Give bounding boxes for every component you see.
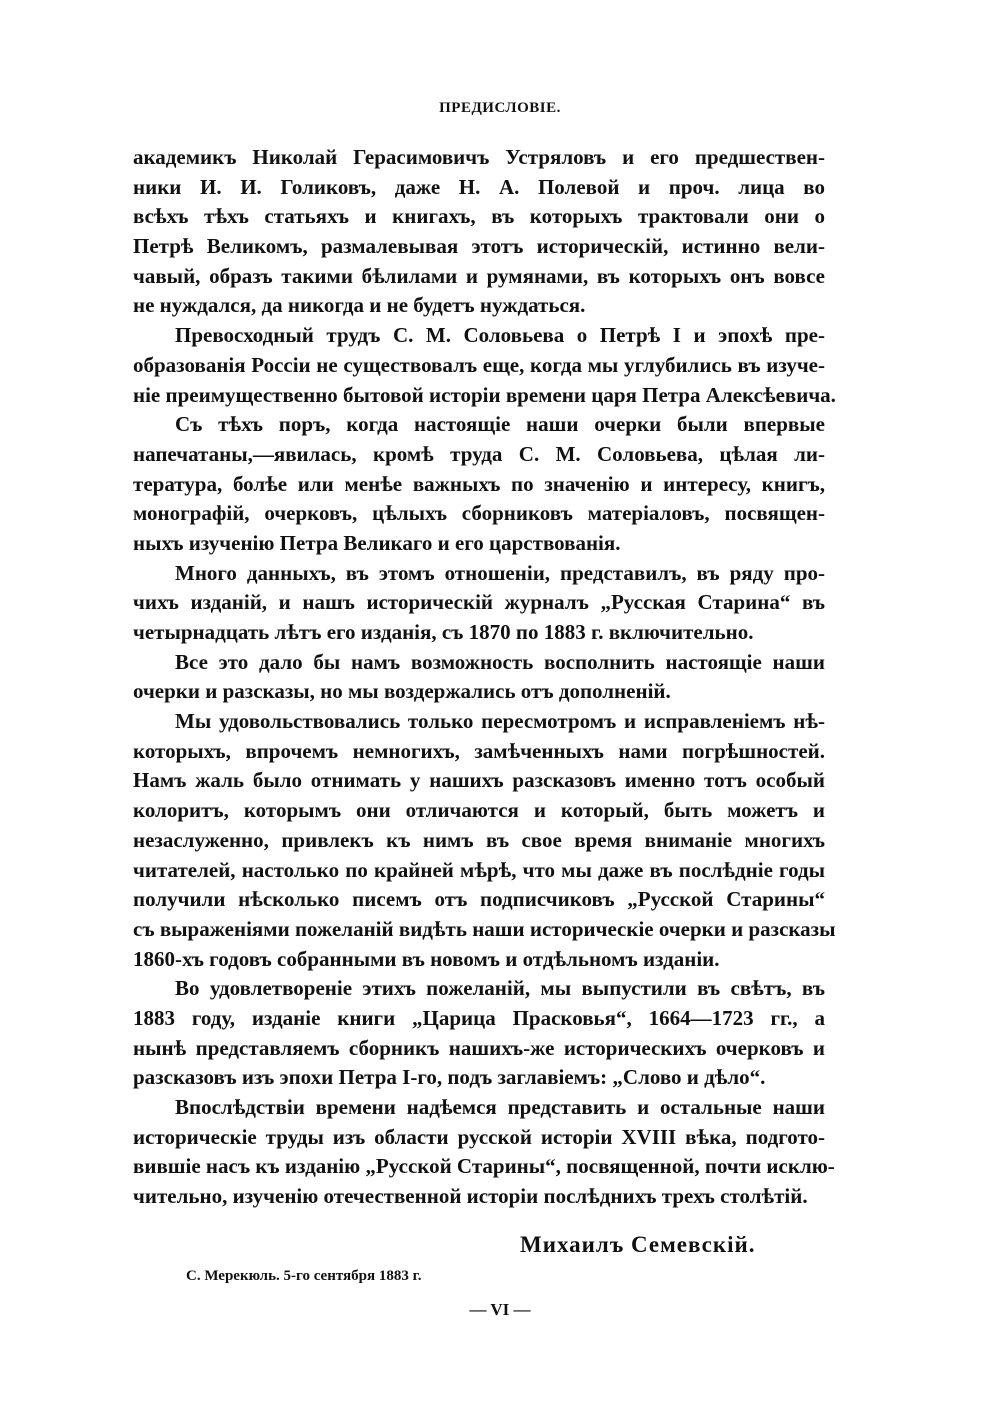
text-line: вившіе насъ къ изданію „Русской Старины“, посвященной, почти исклю-	[133, 1154, 835, 1179]
text-line: Мы удовольствовались только пересмотромъ и исправленіемъ нѣ-	[175, 709, 825, 734]
text-line: Все это дало бы намъ возможность восполнить настоящіе наши	[175, 649, 825, 674]
text-line: академикъ Николай Герасимовичъ Устряловъ и его предшествен-	[133, 145, 825, 169]
text-line: чительно, изученію отечественной исторіи послѣднихъ трехъ столѣтій.	[133, 1184, 808, 1209]
text-line: 1883 году, изданіе книги „Царица Прасковья“, 1664—1723 гг., а	[133, 1005, 825, 1030]
text-line: нынѣ представляемъ сборникъ нашихъ-же историческихъ очерковъ и	[133, 1035, 825, 1060]
text-line: ники И. И. Голиковъ, даже Н. А. Полевой и проч. лица во	[133, 174, 825, 199]
text-line: очерки и разсказы, но мы воздержались отъ дополненій.	[133, 679, 671, 704]
text-line: Петрѣ Великомъ, размалевывая этотъ историческій, истинно вели-	[133, 234, 825, 259]
text-line: Съ тѣхъ поръ, когда настоящіе наши очерки были впервые	[175, 412, 825, 437]
text-line: тература, болѣе или менѣе важныхъ по значенію и интересу, книгъ,	[133, 471, 825, 496]
text-line: чавый, образъ такими бѣлилами и румянами, въ которыхъ онъ вовсе	[133, 263, 825, 288]
text-line: ныхъ изученію Петра Великаго и его царствованія.	[133, 530, 621, 555]
text-line: не нуждался, да никогда и не будетъ нуждаться.	[133, 293, 586, 318]
page-header-title: ПРЕДИСЛОВІЕ.	[439, 100, 561, 116]
text-line: Впослѣдствіи времени надѣемся представить и остальные наши	[175, 1095, 825, 1119]
text-line: которыхъ, впрочемъ немногихъ, замѣченныхъ нами погрѣшностей.	[133, 738, 825, 763]
text-line: образованія Россіи не существовалъ еще, когда мы углубились въ изуче-	[133, 352, 825, 377]
author-signature: Михаилъ Семевскій.	[520, 1232, 756, 1257]
text-line: читателей, настолько по крайней мѣрѣ, что мы даже въ послѣдніе годы	[133, 857, 825, 882]
text-line: 1860-хъ годовъ собранными въ новомъ и отдѣльномъ изданіи.	[133, 946, 720, 971]
preface-body	[133, 143, 836, 1212]
text-line: Во удовлетвореніе этихъ пожеланій, мы выпустили въ свѣтъ, въ	[175, 976, 825, 1001]
text-line: ніе преимущественно бытовой исторіи времени царя Петра Алексѣевича.	[133, 382, 836, 407]
text-line: напечатаны,—явилась, кромѣ труда С. М. Соловьева, цѣлая ли-	[133, 441, 825, 466]
text-line: колоритъ, которымъ они отличаются и который, быть можетъ и	[133, 798, 825, 823]
place-date: С. Мерекюль. 5-го сентября 1883 г.	[186, 1268, 422, 1284]
text-line: чихъ изданій, и нашъ историческій журналъ „Русская Старина“ въ	[133, 590, 825, 615]
text-line: Превосходный трудъ С. М. Соловьева о Петрѣ I и эпохѣ пре-	[175, 323, 825, 348]
text-line: Намъ жаль было отнимать у нашихъ разсказовъ именно тотъ особый	[133, 768, 825, 793]
text-line: монографій, очерковъ, цѣлыхъ сборниковъ матеріаловъ, посвящен-	[133, 501, 825, 526]
text-line: историческіе труды изъ области русской исторіи XVIII вѣка, подгото-	[133, 1124, 825, 1149]
text-line: съ выраженіями пожеланій видѣть наши историческіе очерки и разсказы	[133, 916, 836, 941]
text-line: Много данныхъ, въ этомъ отношеніи, представилъ, въ ряду про-	[175, 560, 825, 585]
page-number: — VI —	[469, 1300, 531, 1319]
text-line: четырнадцать лѣтъ его изданія, съ 1870 по 1883 г. включительно.	[133, 620, 754, 644]
text-line: всѣхъ тѣхъ статьяхъ и книгахъ, въ которыхъ трактовали они о	[133, 204, 825, 229]
text-line: разсказовъ изъ эпохи Петра I-го, подъ заглавіемъ: „Слово и дѣло“.	[133, 1065, 766, 1090]
text-line: незаслуженно, привлекъ къ нимъ въ свое время вниманіе многихъ	[133, 827, 825, 852]
text-line: получили нѣсколько писемъ отъ подписчиковъ „Русской Старины“	[133, 887, 825, 912]
